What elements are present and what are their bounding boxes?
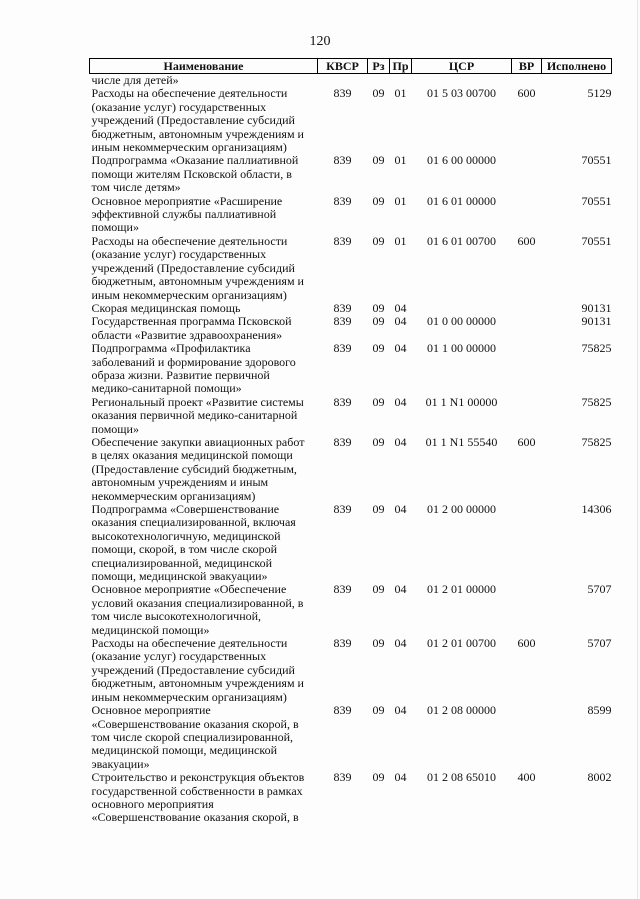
row-executed: 8002	[587, 770, 612, 785]
row-executed: 70551	[581, 153, 612, 168]
row-pr	[390, 74, 412, 88]
row-kvsr: 839	[333, 86, 352, 101]
row-rz: 09	[372, 86, 385, 101]
row-vr	[512, 74, 542, 88]
row-pr: 01	[394, 193, 407, 208]
row-vr	[512, 195, 542, 235]
row-pr: 04	[394, 300, 407, 315]
header-pr: Пр	[390, 59, 412, 74]
header-name: Наименование	[90, 59, 318, 74]
row-csr: 01 2 00 00000	[427, 502, 496, 516]
row-vr: 600	[517, 233, 536, 248]
row-executed: 90131	[581, 314, 612, 329]
row-pr: 04	[394, 394, 407, 409]
row-kvsr: 839	[333, 434, 352, 449]
row-csr: 01 6 00 00000	[427, 153, 496, 168]
row-vr	[512, 315, 542, 342]
row-name: Основное мероприятие «Обеспечение условий оказания специализированной, в том числе высокотехнологичной, медицинской помощи»	[91, 582, 304, 637]
table-row	[90, 704, 612, 771]
row-kvsr: 839	[333, 153, 352, 168]
row-rz: 09	[372, 153, 385, 168]
row-vr	[512, 396, 542, 436]
row-rz: 09	[372, 233, 385, 248]
row-kvsr: 839	[333, 341, 352, 356]
row-name: Подпрограмма «Совершенствование оказания специализированной, включая высокотехнологичную, медицинской помощи, скорой, в том числе скорой специализированной, медицинской помощи, медицинской эвакуации»	[91, 502, 296, 584]
row-name: Подпрограмма «Профилактика заболеваний и формирование здорового образа жизни. Развитие первичной медико-санитарной помощи»	[91, 341, 296, 396]
row-executed: 8599	[587, 703, 612, 718]
row-vr: 600	[517, 636, 536, 651]
row-executed	[542, 74, 612, 88]
row-rz: 09	[372, 193, 385, 208]
row-kvsr: 839	[333, 770, 352, 785]
row-executed: 5707	[587, 636, 612, 651]
row-pr: 04	[394, 434, 407, 449]
row-rz: 09	[372, 636, 385, 651]
row-rz: 09	[372, 502, 385, 516]
row-csr: 01 2 08 65010	[427, 770, 496, 785]
row-pr: 01	[394, 86, 407, 101]
table-row	[90, 154, 612, 194]
table-header-row	[90, 59, 612, 74]
table-row	[90, 396, 612, 436]
row-csr: 01 2 01 00700	[427, 636, 496, 651]
row-executed: 90131	[581, 300, 612, 315]
row-kvsr: 839	[333, 193, 352, 208]
row-executed: 75825	[581, 434, 612, 449]
header-vr: ВР	[512, 59, 542, 74]
row-csr: 01 5 03 00700	[427, 86, 496, 101]
row-rz	[368, 74, 390, 88]
header-rz: Рз	[368, 59, 390, 74]
row-pr: 04	[394, 703, 407, 718]
row-name: Основное мероприятие «Совершенствование оказания скорой, в том числе скорой специализированной, медицинской помощи, медицинской эвакуации»	[91, 703, 299, 771]
row-name: Государственная программа Псковской области «Развитие здравоохранения»	[91, 314, 292, 342]
row-kvsr: 839	[333, 582, 352, 597]
row-kvsr: 839	[333, 636, 352, 651]
row-vr	[512, 583, 542, 637]
row-pr: 01	[394, 233, 407, 248]
table-row	[90, 583, 612, 637]
page-number: 120	[309, 34, 331, 49]
table-row	[90, 235, 612, 302]
header-csr: ЦСР	[412, 59, 512, 74]
table-row	[90, 195, 612, 235]
row-kvsr: 839	[333, 703, 352, 718]
row-rz: 09	[372, 341, 385, 356]
row-vr: 600	[517, 434, 536, 449]
row-name: Расходы на обеспечение деятельности (оказание услуг) государственных учреждений (Предоставление субсидий бюджетным, автономным учреждениям и иным некоммерческим организациям)	[91, 86, 304, 155]
row-rz: 09	[372, 434, 385, 449]
row-csr: 01 2 01 00000	[427, 582, 496, 597]
row-pr: 04	[394, 636, 407, 651]
row-kvsr: 839	[333, 300, 352, 315]
row-name: Строительство и реконструкция объектов государственной собственности в рамках основного мероприятия «Совершенствование оказания скорой, в	[91, 770, 305, 825]
table-row	[90, 771, 612, 825]
row-vr: 600	[517, 86, 536, 101]
row-executed: 75825	[581, 341, 612, 356]
row-pr: 04	[394, 314, 407, 329]
row-kvsr	[318, 74, 368, 88]
row-rz: 09	[372, 703, 385, 718]
row-pr: 01	[394, 153, 407, 168]
row-csr: 01 6 01 00700	[427, 233, 496, 248]
row-vr: 400	[517, 770, 536, 785]
row-pr: 04	[394, 770, 407, 785]
row-csr: 01 1 N1 00000	[425, 394, 498, 409]
row-kvsr: 839	[333, 233, 352, 248]
table-row	[90, 436, 612, 503]
row-vr	[512, 342, 542, 396]
table-row	[90, 503, 612, 583]
row-name: Региональный проект «Развитие системы оказания первичной медико-санитарной помощи»	[91, 394, 304, 436]
row-executed: 14306	[581, 502, 612, 516]
row-vr	[512, 154, 542, 194]
row-name: Скорая медицинская помощь	[91, 300, 241, 315]
budget-table	[89, 58, 612, 825]
row-name: Основное мероприятие «Расширение эффективной службы паллиативной помощи»	[91, 193, 283, 235]
table-row	[90, 74, 612, 88]
row-csr: 01 6 01 00000	[427, 193, 496, 208]
table-row	[90, 87, 612, 154]
row-pr: 04	[394, 341, 407, 356]
row-executed: 5129	[587, 86, 612, 101]
row-csr: 01 2 08 00000	[427, 703, 496, 718]
row-csr	[412, 74, 512, 88]
row-vr	[512, 503, 542, 583]
row-name: Обеспечение закупки авиационных работ в целях оказания медицинской помощи (Предоставление субсидий бюджетным, автономным учреждениям и иным некоммерческим организациям)	[91, 434, 305, 503]
row-csr: 01 1 00 00000	[427, 341, 496, 356]
page-edge-line	[637, 0, 638, 899]
row-rz: 09	[372, 314, 385, 329]
row-executed: 5707	[587, 582, 612, 597]
row-rz: 09	[372, 394, 385, 409]
row-pr: 04	[394, 502, 407, 516]
row-name: Расходы на обеспечение деятельности (оказание услуг) государственных учреждений (Предоставление субсидий бюджетным, автономным учреждениям и иным некоммерческим организациям)	[91, 233, 304, 302]
row-executed: 70551	[581, 193, 612, 208]
table-row	[90, 342, 612, 396]
row-rz: 09	[372, 300, 385, 315]
row-executed: 70551	[581, 233, 612, 248]
row-kvsr: 839	[333, 394, 352, 409]
row-csr: 01 1 N1 55540	[425, 434, 498, 449]
table-row	[90, 637, 612, 704]
row-name: числе для детей»	[91, 73, 179, 87]
row-name: Расходы на обеспечение деятельности (оказание услуг) государственных учреждений (Предоставление субсидий бюджетным, автономным учреждениям и иным некоммерческим организациям)	[91, 636, 304, 704]
row-csr: 01 0 00 00000	[427, 314, 496, 329]
row-vr	[512, 704, 542, 771]
row-vr	[512, 302, 542, 315]
header-executed: Исполнено	[542, 59, 612, 74]
row-executed: 75825	[581, 394, 612, 409]
table-row	[90, 302, 612, 315]
row-name: Подпрограмма «Оказание паллиативной помощи жителям Псковской области, в том числе детям»	[91, 153, 299, 195]
row-kvsr: 839	[333, 314, 352, 329]
table-row	[90, 315, 612, 342]
row-rz: 09	[372, 582, 385, 597]
row-pr: 04	[394, 582, 407, 597]
header-kvsr: КВСР	[318, 59, 368, 74]
row-csr	[412, 302, 512, 315]
row-kvsr: 839	[333, 502, 352, 516]
row-rz: 09	[372, 770, 385, 785]
